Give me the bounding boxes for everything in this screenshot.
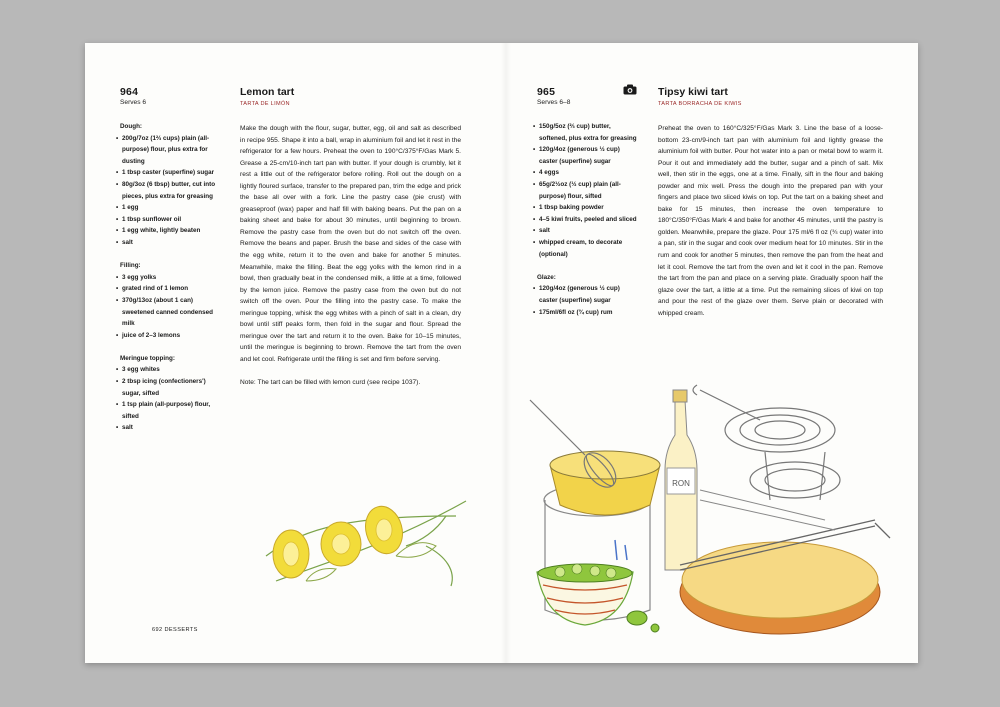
ingredient-item: • 120g/4oz (generous ½ cup) caster (superfine) sugar: [533, 144, 639, 167]
method-paragraph: Make the dough with the flour, sugar, butter, egg, oil and salt as described in recipe 955. Shape it into a ball, wrap in aluminium foil and let it rest in the refrigerator for a few hours. Preheat the oven to 190°C/375°F/Gas Mark 5. Grease a 25-cm/10-inch tart pan with butter. If your dough is crumbly, let it rest a little out of the refrigerator before rolling. Roll out the dough on a lightly floured surface, transfer to the prepared pan, trim the edge and prick the base all over with a fork. Line the pastry case (pie crust) with greaseproof (wax) paper and half fill with baking beans. Put the pan on a baking sheet and bake for about 30 minutes, until beginning to brown. Remove the pastry case from the oven but do not switch off the oven. Remove the beans and paper. Brush the base and sides of the case with the egg white, return it to the oven and bake for another 5 minutes. Meanwhile, make the filling. Beat the egg yolks with the lemon rind in a bowl, then gradually beat in the condensed milk, a little at a time, followed by the lemon juice. Remove the pastry case from the oven but do not switch off the oven. Pour the filling into the pastry case. To make the meringue topping, whisk the egg whites with a pinch of salt in a clean, dry bowl until stiff peaks form, then fold in the sugar and flour. Spread the meringue over the tart and return it to the oven. Bake for 10–15 minutes, until the meringue is beginning to brown. Remove the tart from the oven and let cool. Refrigerate until the filling is set and firm before serving.: [240, 125, 461, 363]
kitchen-illustration: [525, 380, 905, 642]
ingredient-group-heading: Meringue topping:: [120, 354, 175, 362]
ingredient-item: • 1 egg: [116, 202, 220, 214]
ingredient-item: • 1 tbsp baking powder: [533, 202, 639, 214]
ingredient-group-heading: Filling:: [120, 262, 141, 270]
ingredient-item: • 3 egg whites: [116, 364, 220, 376]
bottle-label: RON: [672, 479, 690, 488]
recipe-title: Tipsy kiwi tart: [658, 86, 728, 98]
ingredient-item: • 200g/7oz (1⅔ cups) plain (all-purpose) flour, plus extra for dusting: [116, 133, 220, 168]
recipe-number: 964: [120, 86, 139, 98]
ingredient-group: [533, 272, 639, 318]
ingredient-item: • 370g/13oz (about 1 can) sweetened canned condensed milk: [116, 295, 220, 330]
recipe-note: Note: The tart can be filled with lemon curd (see recipe 1037).: [240, 379, 421, 387]
ingredient-item: • salt: [116, 237, 220, 249]
ingredient-item: • 2 tbsp icing (confectioners') sugar, sifted: [116, 376, 220, 399]
ingredient-item: • grated rind of 1 lemon: [116, 283, 220, 295]
ingredient-item: • 4 eggs: [533, 167, 639, 179]
ingredient-item: • 3 egg yolks: [116, 272, 220, 284]
ingredient-group-heading: Dough:: [120, 123, 143, 130]
ingredient-group: [116, 353, 220, 434]
ingredient-item: • 150g/5oz (⅔ cup) butter, softened, plus extra for greasing: [533, 121, 639, 144]
ingredient-item: • 4–5 kiwi fruits, peeled and sliced: [533, 214, 639, 226]
ingredients-list: [116, 121, 220, 434]
ingredients-list: [533, 121, 639, 318]
recipe-subtitle: TARTA BORRACHA DE KIWIS: [658, 101, 742, 107]
method-text: [658, 123, 883, 319]
ingredient-group: [116, 260, 220, 341]
ingredient-group: [533, 121, 639, 260]
serves-text: Serves 6: [120, 99, 147, 106]
ingredient-item: • 1 tbsp sunflower oil: [116, 214, 220, 226]
ingredient-group: [116, 121, 220, 249]
ingredient-item: • 1 tsp plain (all-purpose) flour, sifted: [116, 399, 220, 422]
page-folio: 692 DESSERTS: [152, 627, 198, 633]
ingredient-item: • 65g/2½oz (½ cup) plain (all-purpose) flour, sifted: [533, 179, 639, 202]
recipe-number: 965: [537, 86, 556, 98]
recipe-title: Lemon tart: [240, 86, 295, 98]
ingredient-item: • 120g/4oz (generous ½ cup) caster (superfine) sugar: [533, 283, 639, 306]
ingredient-item: • 1 tbsp caster (superfine) sugar: [116, 167, 220, 179]
method-paragraph: Preheat the oven to 160°C/325°F/Gas Mark 3. Line the base of a loose-bottom 23-cm/9-inch tart pan with aluminium foil and lightly grease the aluminium foil with butter. Pour hot water into a pan or metal bowl to warm it. Pour it out and immediately add the butter, sugar and a pinch of salt. Mix well, then stir in the eggs, one at a time. Finally, sift in the flour and baking powder and mix well. Press the dough into the prepared pan with your fingers and place two sliced kiwis on top. Put the tart on a baking sheet and bake for 15 minutes, then increase the oven temperature to 180°C/350°F/Gas Mark 4 and bake for another 45 minutes, until the pastry is golden. Meanwhile, prepare the glaze. Pour 175 ml/6 fl oz (¾ cup) water into a pan, stir in the sugar and cook over medium heat for 10 minutes. Stir in the rum and cook for another 5 minutes, then remove the pan from the heat and let it cool. Remove the tart from the oven and let it cool in the pan. Remove the tart from the pan and place on a serving plate. Gradually spoon half the glaze over the tart, a little at a time. Put the remaining slices of kiwi on top and pour the rest of the glaze over them. Serve plain or decorated with whipped cream.: [658, 125, 883, 317]
method-text: [240, 123, 461, 389]
serves-text: Serves 6–8: [537, 99, 571, 106]
ingredient-group-heading: Glaze:: [537, 273, 556, 281]
lemon-illustration: [246, 486, 476, 596]
ingredient-item: • whipped cream, to decorate (optional): [533, 237, 639, 260]
camera-icon: [623, 84, 637, 95]
ingredient-item: • 1 egg white, lightly beaten: [116, 225, 220, 237]
recipe-subtitle: TARTA DE LIMÓN: [240, 101, 290, 107]
ingredient-item: • salt: [533, 225, 639, 237]
gutter-shadow: [501, 43, 511, 663]
ingredient-item: • 80g/3oz (6 tbsp) butter, cut into pieces, plus extra for greasing: [116, 179, 220, 202]
ingredient-item: • 175ml/6fl oz (¾ cup) rum: [533, 307, 639, 319]
ingredient-item: • salt: [116, 422, 220, 434]
ingredient-item: • juice of 2–3 lemons: [116, 330, 220, 342]
